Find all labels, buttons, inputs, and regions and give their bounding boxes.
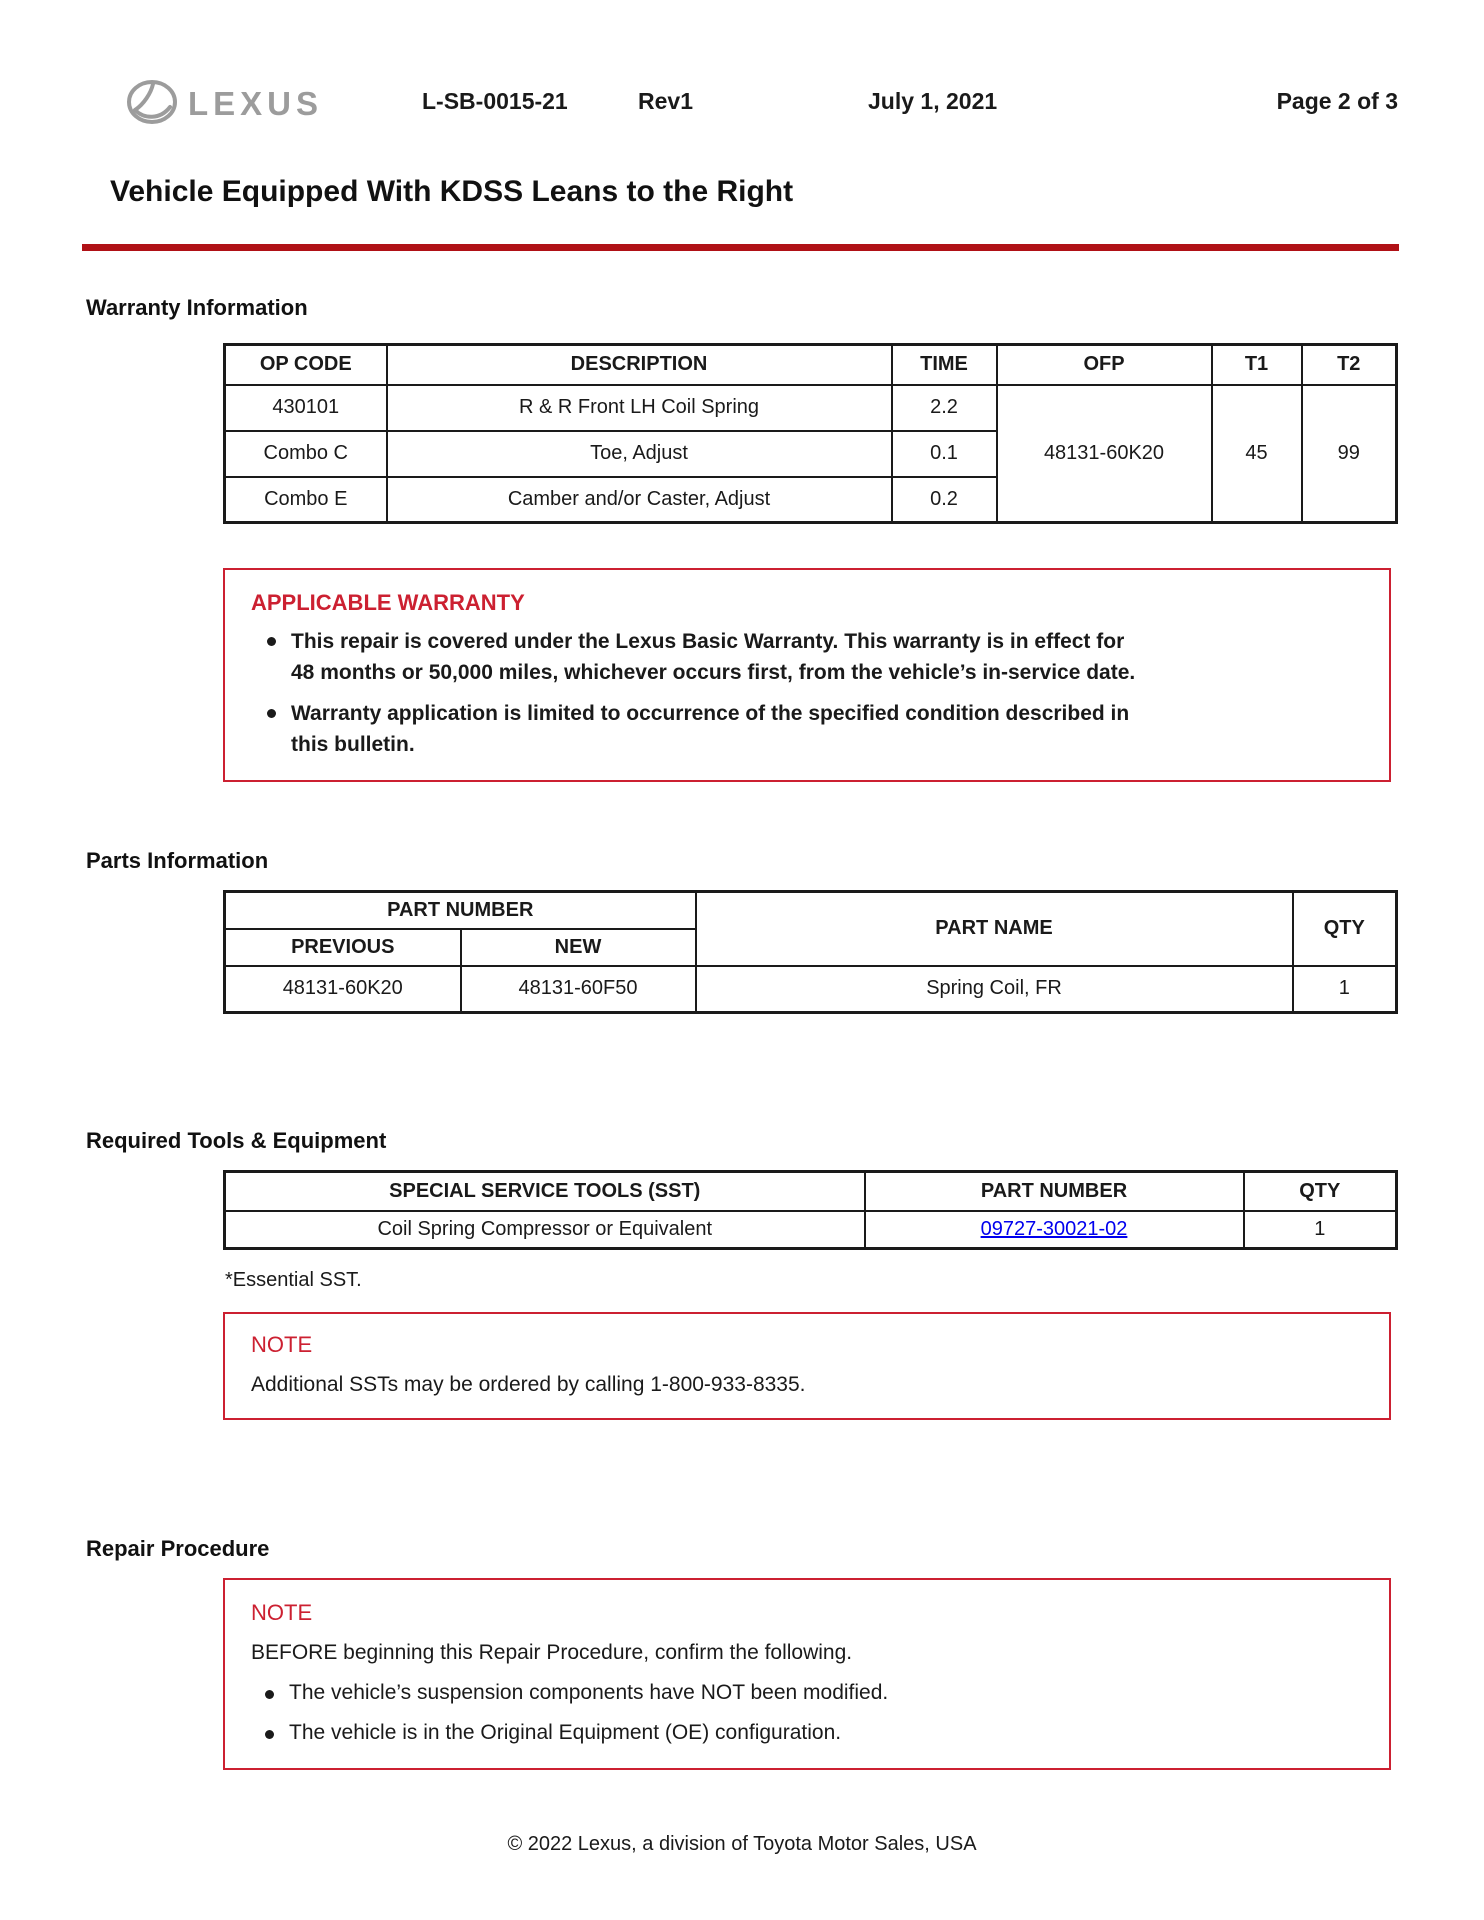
col-ofp: OFP — [997, 345, 1212, 385]
op-code-cell: Combo E — [225, 477, 387, 523]
bullet-line: This repair is covered under the Lexus Basic Warranty. This warranty is in effect for — [291, 630, 1125, 653]
bullet-icon — [265, 1730, 274, 1739]
lexus-logo — [126, 76, 356, 126]
page-header — [86, 74, 1398, 128]
note-title: NOTE — [251, 1332, 313, 1357]
col-previous: PREVIOUS — [225, 929, 461, 966]
description-cell: R & R Front LH Coil Spring — [387, 385, 892, 431]
parts-table-header-row — [225, 892, 1397, 929]
page-title: Vehicle Equipped With KDSS Leans to the Right — [110, 175, 794, 208]
note-title: NOTE — [251, 1600, 313, 1625]
parts-table — [223, 890, 1398, 1014]
op-code-cell: Combo C — [225, 431, 387, 477]
op-code-cell: 430101 — [225, 385, 387, 431]
time-cell: 2.2 — [892, 385, 997, 431]
parts-information-heading: Parts Information — [86, 848, 269, 873]
col-time: TIME — [892, 345, 997, 385]
previous-part-cell: 48131-60K20 — [225, 966, 461, 1013]
bullet-line: this bulletin. — [291, 733, 415, 756]
qty-cell: 1 — [1244, 1211, 1397, 1249]
page-indicator: Page 2 of 3 — [1276, 88, 1398, 114]
col-part-name: PART NAME — [696, 892, 1293, 966]
bullet-line: 48 months or 50,000 miles, whichever occurs first, from the vehicle’s in-service date. — [291, 661, 1136, 684]
bullet-line: Warranty application is limited to occurrence of the specified condition described in — [291, 702, 1130, 725]
time-cell: 0.2 — [892, 477, 997, 523]
table-row — [225, 966, 1397, 1013]
lexus-logo-text: LEXUS — [188, 85, 324, 122]
tools-table — [223, 1170, 1398, 1250]
list-item — [251, 1679, 1363, 1706]
list-item — [251, 698, 1361, 760]
repair-bullet-text: The vehicle is in the Original Equipment (OE) configuration. — [289, 1721, 842, 1744]
repair-note-intro: BEFORE beginning this Repair Procedure, confirm the following. — [251, 1641, 853, 1664]
repair-bullet-text: The vehicle’s suspension components have NOT been modified. — [289, 1681, 889, 1704]
t2-cell: 99 — [1302, 385, 1397, 523]
warranty-bullet-text — [291, 626, 1135, 688]
bullet-icon — [265, 1690, 274, 1699]
col-t1: T1 — [1212, 345, 1302, 385]
tool-part-number-cell — [865, 1211, 1244, 1249]
required-tools-heading: Required Tools & Equipment — [86, 1128, 387, 1153]
new-part-cell: 48131-60F50 — [461, 966, 696, 1013]
warranty-bullet-text — [291, 698, 1129, 760]
essential-sst-footnote: *Essential SST. — [225, 1269, 362, 1291]
time-cell: 0.1 — [892, 431, 997, 477]
list-item — [251, 1719, 1363, 1746]
bullet-icon — [267, 637, 276, 646]
note-body: Additional SSTs may be ordered by calling 1-800-933-8335. — [251, 1373, 806, 1396]
col-sst: SPECIAL SERVICE TOOLS (SST) — [225, 1172, 865, 1211]
warranty-information-heading: Warranty Information — [86, 295, 308, 320]
col-part-number: PART NUMBER — [865, 1172, 1244, 1211]
ofp-cell: 48131-60K20 — [997, 385, 1212, 523]
applicable-warranty-title: APPLICABLE WARRANTY — [251, 590, 525, 615]
bulletin-revision: Rev1 — [638, 88, 693, 114]
col-qty: QTY — [1244, 1172, 1397, 1211]
title-divider — [82, 244, 1399, 251]
repair-note-box — [223, 1578, 1391, 1770]
warranty-table-header-row — [225, 345, 1397, 385]
list-item — [251, 626, 1361, 688]
copyright-footer: © 2022 Lexus, a division of Toyota Motor Sales, USA — [507, 1833, 977, 1855]
qty-cell: 1 — [1293, 966, 1397, 1013]
part-name-cell: Spring Coil, FR — [696, 966, 1293, 1013]
warranty-table — [223, 343, 1398, 524]
col-description: DESCRIPTION — [387, 345, 892, 385]
sst-note-box — [223, 1312, 1391, 1420]
t1-cell: 45 — [1212, 385, 1302, 523]
table-row — [225, 385, 1397, 431]
col-t2: T2 — [1302, 345, 1397, 385]
table-row — [225, 1211, 1397, 1249]
repair-procedure-heading: Repair Procedure — [86, 1536, 270, 1561]
part-number-link[interactable]: 09727-30021-02 — [980, 1217, 1128, 1240]
bulletin-date: July 1, 2021 — [868, 88, 998, 114]
bullet-icon — [267, 709, 276, 718]
col-op-code: OP CODE — [225, 345, 387, 385]
tool-name-cell: Coil Spring Compressor or Equivalent — [225, 1211, 865, 1249]
col-new: NEW — [461, 929, 696, 966]
applicable-warranty-box — [223, 568, 1391, 782]
bulletin-number: L-SB-0015-21 — [422, 88, 568, 114]
description-cell: Toe, Adjust — [387, 431, 892, 477]
col-qty: QTY — [1293, 892, 1397, 966]
col-part-number: PART NUMBER — [225, 892, 696, 929]
tools-table-header-row — [225, 1172, 1397, 1211]
description-cell: Camber and/or Caster, Adjust — [387, 477, 892, 523]
